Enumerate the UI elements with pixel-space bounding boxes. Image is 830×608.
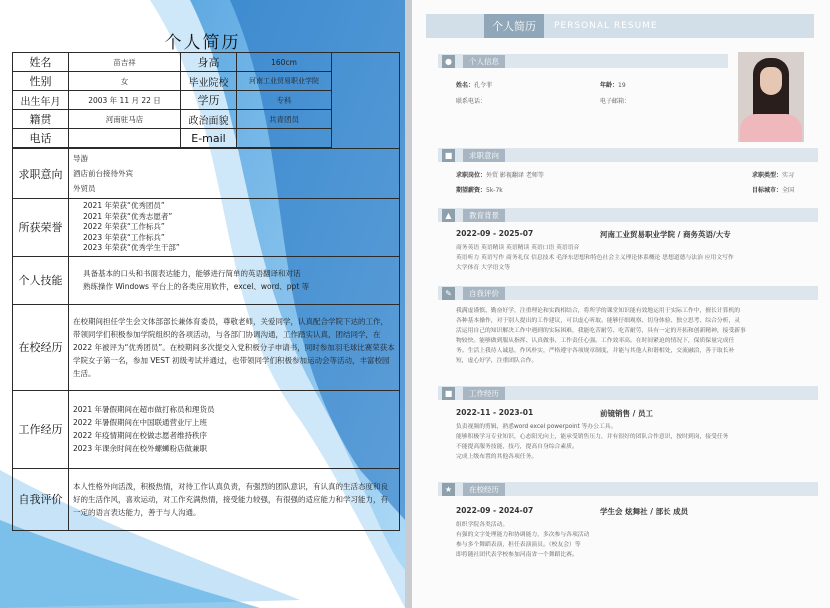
height-label: 身高	[181, 53, 237, 72]
birth-label: 出生年月	[13, 91, 69, 110]
right-header-title: 个人简历	[484, 14, 544, 38]
intent-label: 求职意向	[13, 149, 69, 199]
campus-details: 组织学院各类活动。 有强的文字处理能力和协调能力，多次参与各项活动 参与多个舞蹈表演，担任表演演员。（校友会）等 即将随社团代表学校参加河南省一个舞蹈比赛。	[456, 522, 590, 558]
briefcase-icon: ■	[442, 387, 455, 400]
left-resume-page	[0, 0, 405, 608]
gender-label: 性别	[13, 72, 69, 91]
intent-type: 求职类型：实习	[752, 172, 795, 179]
section-title: 自我评价	[463, 287, 505, 300]
person-icon: ●	[442, 55, 455, 68]
edu-label: 学历	[181, 91, 237, 110]
political-label: 政治面貌	[181, 110, 237, 129]
phone-value	[69, 129, 181, 148]
honors-list	[69, 199, 400, 257]
name-label: 姓名	[13, 53, 69, 72]
skills-label: 个人技能	[13, 256, 69, 304]
section-education	[438, 208, 818, 222]
work-title: 前镜销售 / 员工	[600, 409, 653, 418]
work-details: 负责视频的剪辑，熟悉word excel powerpoint 等办公工具。 能够积极学习专业知识，心态阳光向上，能承受销售压力，并有很好的团队合作意识，按时到岗，接受任务 不能提高服务技能，技巧，提高自身综合素质。 完成上级布置的其他各项任务。	[456, 424, 729, 460]
gender-value: 女	[69, 72, 181, 91]
right-header-subtitle: PERSONAL RESUME	[554, 21, 658, 31]
self-label: 自我评价	[13, 468, 69, 530]
phone-label: 电话	[13, 129, 69, 148]
work-item: 2022 年疫情期间在校做志愿者维持秩序	[73, 431, 207, 440]
right-resume-page	[412, 0, 830, 608]
intent-list	[69, 149, 400, 199]
origin-label: 籍贯	[13, 110, 69, 129]
honors-label: 所获荣誉	[13, 199, 69, 257]
page-gutter	[405, 0, 412, 608]
edu-courses: 商务英语 英语精读 英语精读 英语口语 英语语音 英语听力 英语写作 商务礼仪 信息技术 毛泽东思想和特色社会主义理论体系概论 思想道德与法治 应用文写作 大学体育 大学语文等	[456, 245, 734, 271]
info-age: 年龄：19	[600, 82, 626, 89]
right-header	[426, 14, 814, 38]
origin-value: 河南驻马店	[69, 110, 181, 129]
name-value: 苗吉祥	[69, 53, 181, 72]
honor-item: 2023 年荣获“优秀学生干部”	[83, 243, 180, 252]
skill-item: 熟练操作 Windows 平台上的各类应用软件，excel、word、ppt 等	[83, 282, 310, 291]
resume-table	[12, 52, 400, 531]
photo-cell	[332, 53, 400, 149]
work-label: 工作经历	[13, 390, 69, 468]
section-self-evaluation	[438, 286, 818, 300]
honor-item: 2021 年荣获“优秀团员”	[83, 201, 165, 210]
intent-item: 酒店前台接待外宾	[73, 169, 133, 178]
edu-school: 河南工业贸易职业学院 / 商务英语/大专	[600, 230, 731, 239]
school-icon: ★	[442, 483, 455, 496]
skills-list	[69, 256, 400, 304]
self-text: 本人性格外向活泼，积极热情，对待工作认真负责，有强烈的团队意识，有认真的生活态度和良好的生活作风，喜欢运动，对工作充满热情，接受能力较强，有很强的适应能力和学习能力，有一定的语言表达能力，善于与人沟通。	[69, 468, 400, 530]
section-title: 教育背景	[463, 209, 505, 222]
graduation-cap-icon: ▲	[442, 209, 455, 222]
intent-salary: 期望薪资：5k-7k	[456, 187, 503, 194]
school-label: 毕业院校	[181, 72, 237, 91]
height-value: 160cm	[237, 53, 332, 72]
section-title: 个人信息	[463, 55, 505, 68]
section-title: 工作经历	[463, 387, 505, 400]
info-phone-label: 联系电话：	[456, 98, 487, 105]
section-work-experience	[438, 386, 818, 400]
honor-item: 2023 年荣获“工作标兵”	[83, 232, 165, 242]
email-label: E-mail	[181, 129, 237, 148]
section-personal-info	[438, 54, 728, 68]
edu-date: 2022-09 - 2025-07	[456, 229, 534, 238]
honor-item: 2021 年荣获“优秀志愿者”	[83, 211, 173, 221]
section-campus-experience	[438, 482, 818, 496]
profile-photo-right	[738, 52, 804, 142]
campus-label: 在校经历	[13, 304, 69, 390]
skill-item: 具备基本的口头和书面表达能力，能够进行简单的英语翻译和对话	[83, 269, 301, 278]
edit-icon: ✎	[442, 287, 455, 300]
work-item: 2021 年暑假期间在超市做打称员和理货员	[73, 405, 215, 414]
school-value: 河南工业贸易职业学院	[237, 72, 332, 91]
self-eval-text: 我满虚谨慎、勤奋好学，注重理论和实践相结合，将所学的课堂知识能有效地运用于实际工作中，擅长计算机的 各种基本操作，对于别人提出的工作建议，可以虚心听取。能够仔细观察、切身体验、独立思考、综合分析，灵 活运用自己的知识解决工作中遇到的实际困难，我能吃苦耐劳、吃苦耐劳，具有一定的开拓和创新精神，接受新事 物较快。能够做到服从指挥、认真做事、工作责任心强。工作效率高。在时间紧迫的情况下，保质保量完成任 务。生活上我待人诚恳，作风朴实，严格遵守各项规章制度，并能与其他人和谐相处，交流融洽，善于取长补 短，虚心好学，注重团队合作。	[456, 308, 746, 364]
work-date: 2022-11 - 2023-01	[456, 408, 534, 417]
work-item: 2022 年暑假期间在中国联通营业厅上班	[73, 418, 207, 427]
left-resume-title: 个人简历	[164, 33, 241, 53]
campus-text: 在校期间担任学生会文体部部长兼体育委员，尊敬老师，关爱同学，认真配合学院下达的工作，带领同学们积极参加学院组织的各项活动，与各部门协调沟通，工作踏实认真，团结同学，在 2022 年被评为“优秀团员”。在校期间多次提交入党积极分子申请书，同时参加羽毛球比赛荣获本学院女子第一名，参加 VEST 初级考试并通过，也带领同学们积极参加运动会等活动，丰富校园生活。	[69, 304, 400, 390]
intent-city: 目标城市：全国	[752, 187, 795, 194]
campus-date: 2022-09 - 2024-07	[456, 506, 534, 515]
intent-item: 外贸员	[73, 184, 96, 193]
briefcase-icon: ■	[442, 149, 455, 162]
birth-value: 2003 年 11 月 22 日	[69, 91, 181, 110]
section-job-intent	[438, 148, 818, 162]
section-title: 在校经历	[463, 483, 505, 496]
political-value: 共青团员	[237, 110, 332, 129]
section-title: 求职意向	[463, 149, 505, 162]
campus-title: 学生会 炫舞社 / 部长 成员	[600, 507, 689, 516]
intent-position: 求职岗位：外贸 影视翻译 老师等	[456, 172, 544, 179]
work-list	[69, 390, 400, 468]
email-value	[237, 129, 332, 148]
honor-item: 2022 年荣获“工作标兵”	[83, 222, 165, 231]
edu-value: 专科	[237, 91, 332, 110]
info-email-label: 电子邮箱：	[600, 98, 631, 105]
work-item: 2023 年课余时间在校外螺蛳粉店做兼职	[73, 444, 207, 453]
intent-item: 导游	[73, 154, 88, 163]
info-name: 姓名：孔令菲	[456, 82, 493, 89]
